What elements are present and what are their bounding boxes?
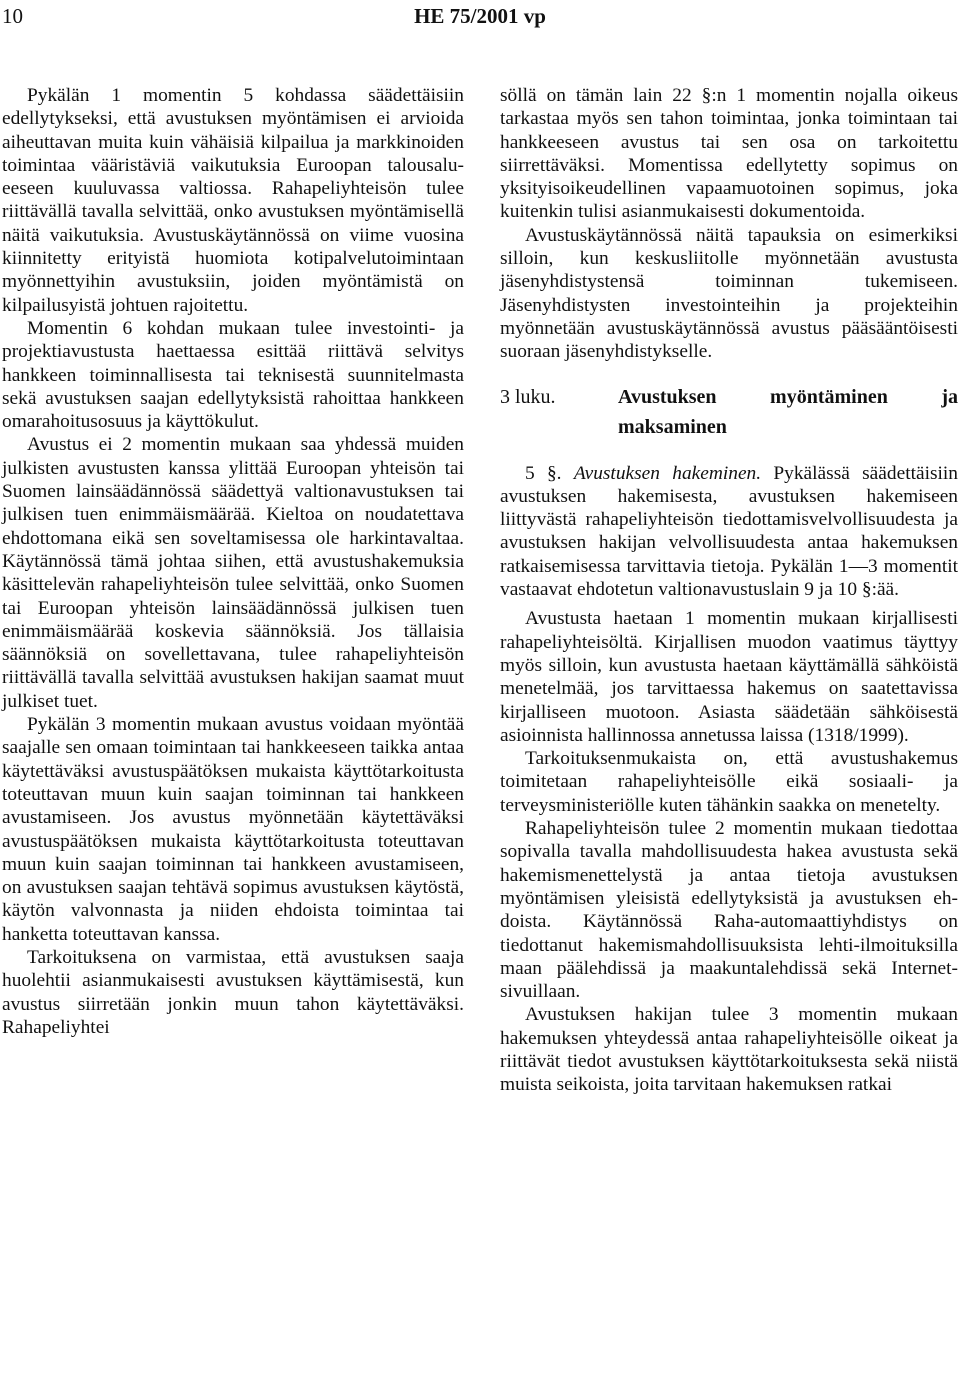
paragraph: Momentin 6 kohdan mukaan tulee investointi- ja projektiavustusta haettaessa esittää riittävä selvitys hankkeen toiminnallisesta tai teknisestä suunnitelmasta sekä avustuksen saajan edellytyksistä rahoittaa hankkeen omarahoitusosuus ja käyttökulut. <box>2 317 464 433</box>
page-header <box>0 0 960 40</box>
page-number: 10 <box>2 4 23 28</box>
left-column <box>2 84 464 1039</box>
section-text: Pykälässä säädettäisiin avustuksen hakemisesta, avustuksen hakemiseen liittyvästä rahapeliyhteisön tiedottamisvelvollisuudesta ja avustuksen hakijan velvollisuudesta antaa hakemuksen ratkaisemisessa tarvittavia tietoja. Pykälän 1—3 momentit vastaavat ehdotetun valtionavustuslain 9 ja 10 §:ää. <box>500 462 958 601</box>
chapter-number: 3 luku. <box>500 385 556 408</box>
section-number: 5 §. <box>525 462 562 484</box>
paragraph: Avustusta haetaan 1 momentin mukaan kirjallisesti rahapeliyhteisöltä. Kirjallisen muodon vaatimus täyttyy myös silloin, kun avustusta haetaan käyttämällä sähköistä menetelmää, jos tarvittaessa hakemus on saatettavissa kirjalliseen muotoon. Asiasta säädetään sähköisestä asioinnista hallinnossa annetussa laissa (1318/1999). <box>500 608 958 746</box>
paragraph: Tarkoituksena on varmistaa, että avustuksen saaja huolehtii asianmukaisesti avustuksen käyttämisestä, kun avustus siirretään jonkin muun tahon käytettäväksi. Rahapeliyhtei <box>2 946 464 1038</box>
section-title: Avustuksen hakeminen. <box>573 462 762 484</box>
paragraph: Avustus ei 2 momentin mukaan saa yhdessä muiden julkisten avustusten kanssa ylittää Euroopan yhteisön tai Suomen lainsäädännössä säädettyä valtionavustuksen tai julkisen tuen enimmäismäärää. Kieltoa on noudatettava ehdottomana eikä sen soveltamisessa ole harkintavaltaa. Käytännössä tämä johtaa siihen, että avustushakemuksia käsittelevän rahapeliyhteisön tulee selvittää, onko Suomen tai Euroopan yhteisön lainsäädännössä julkisen tuen enimmäismäärää koskevia säännöksiä. Jos tällaisia säännöksiä on sovellettavana, tulee rahapeliyhteisön riittävällä tavalla selvittää avustuksen hakijan saamat muut julkiset tuet. <box>2 434 464 712</box>
paragraph: Rahapeliyhteisön tulee 2 momentin mukaan tiedottaa sopivalla tavalla mahdollisuudesta hakea avustusta sekä hakemismenettelystä ja antaa tietoja avustuksen myöntämisen yleisistä edellytyksistä ja avustuksen ehdoista. Käytännössä Raha-automaattiyhdistys on tiedottanut hakemismahdollisuuksista lehti-ilmoituksilla maan päälehdissä ja maakuntalehdissä sekä Internet-sivuillaan. <box>500 818 958 1003</box>
chapter-title: Avustuksen myöntäminen ja maksaminen <box>618 385 958 438</box>
section-paragraph <box>500 462 958 602</box>
paragraph: Avustuksen hakijan tulee 3 momentin mukaan hakemuksen yhteydessä antaa rahapeliyhteisölle oikeat ja riittävät tiedot avustuksen käyttötarkoituksesta sekä niistä muista seikoista, joita tarvitaan hakemuksen ratkai <box>500 1004 958 1096</box>
paragraph: söllä on tämän lain 22 §:n 1 momentin nojalla oikeus tarkastaa myös sen tahon toimintaa, jonka toimintaan tai hankkeeseen avustus tai sen osa on tarkoitettu siirrettäväksi. Momentissa edellytetty sopimus on yksityisoikeudellinen vapaamuotoinen sopimus, joka kuitenkin tulisi asianmukaisesti dokumentoida. <box>500 85 958 223</box>
paragraph: Pykälän 1 momentin 5 kohdassa säädettäisiin edellytykseksi, että avustuksen myöntämisen ei arvioida aiheuttavan muita kuin vähäisiä kilpailua ja markkinoiden toimintaa vääristäviä vaikutuksia Euroopan talousalueeseen kuuluvassa valtiossa. Rahapeliyhteisön tulee riittävällä tavalla selvittää, onko avustuksen myöntämisellä näitä vaikutuksia. Avustuskäytännössä on viime vuosina kiinnitetty erityistä huomiota kotipalvelutoimintaan myönnettyihin avustuksiin, joiden myöntämistä on kilpailusyistä johtuen rajoitettu. <box>2 85 464 316</box>
paragraph: Pykälän 3 momentin mukaan avustus voidaan myöntää saajalle sen omaan toimintaan tai hankkeeseen taikka antaa käytettäväksi avustuspäätöksen mukaista käyttötarkoitusta toteuttavan muun kuin saajan toiminnan tai hankkeen avustamiseen. Jos avustus myönnetään käytettäväksi avustuspäätöksen mukaista käyttötarkoitusta toteuttavan muun kuin saajan toiminnan tai hankkeen avustamiseen, on avustuksen saajan tehtävä sopimus avustuksen käytöstä, käytön valvonnasta ja niiden ehdoista toimintaa tai hanketta toteuttavan kanssa. <box>2 714 464 945</box>
document-id: HE 75/2001 vp <box>414 4 546 28</box>
chapter-heading <box>500 382 958 442</box>
paragraph: Tarkoituksenmukaista on, että avustushakemus toimitetaan rahapeliyhteisölle eikä sosiaali- ja terveysministeriölle kuten tähänkin saakka on menetelty. <box>500 748 958 816</box>
right-column <box>500 84 958 1097</box>
paragraph: Avustuskäytännössä näitä tapauksia on esimerkiksi silloin, kun keskusliitolle myönnetään avustusta jäsenyhdistystensä toiminnan tukemiseen. Jäsenyhdistysten investointeihin ja projekteihin myönnetään avustuskäytännössä avustus pääsääntöisesti suoraan jäsenyhdistykselle. <box>500 224 958 363</box>
